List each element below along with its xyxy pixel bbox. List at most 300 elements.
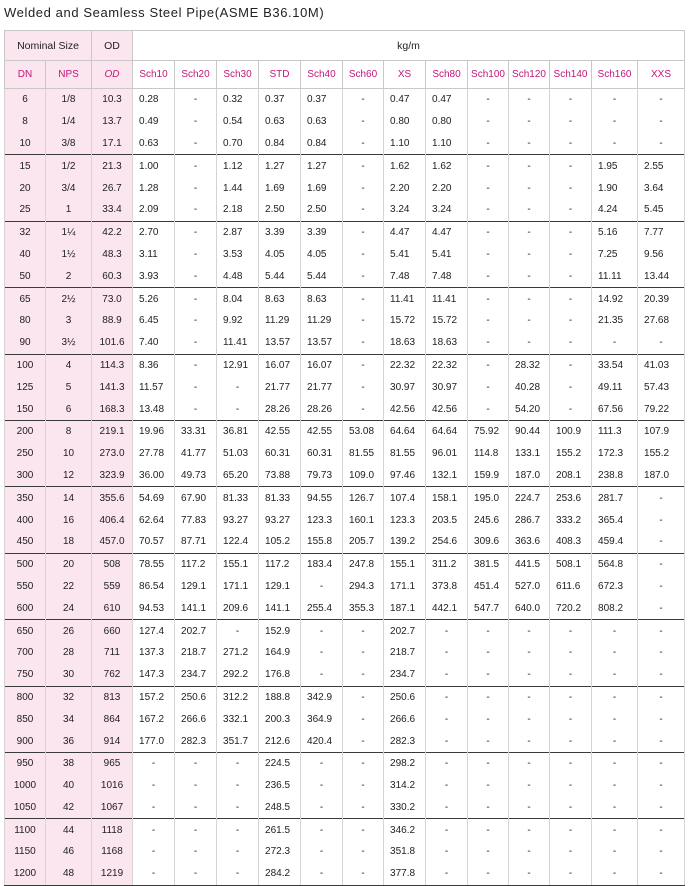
table-cell: 32	[5, 221, 46, 243]
table-cell: 298.2	[384, 752, 426, 774]
table-cell: -	[468, 376, 509, 398]
table-row	[5, 620, 685, 642]
table-cell: -	[638, 642, 685, 664]
table-cell: 40	[46, 775, 92, 797]
table-cell: 0.47	[384, 89, 426, 111]
table-cell: 2.20	[384, 177, 426, 199]
table-cell: 30	[46, 664, 92, 686]
table-cell: 224.5	[259, 752, 301, 774]
table-cell: -	[426, 797, 468, 819]
table-row	[5, 133, 685, 155]
table-cell: 4.47	[384, 221, 426, 243]
table-cell: -	[638, 775, 685, 797]
table-cell: -	[550, 244, 592, 266]
table-cell: -	[217, 376, 259, 398]
table-cell: -	[509, 841, 550, 863]
table-cell: 26.7	[92, 177, 133, 199]
table-cell: -	[509, 863, 550, 885]
table-cell: 6	[46, 398, 92, 420]
table-cell: 1050	[5, 797, 46, 819]
table-cell: -	[175, 133, 217, 155]
table-cell: 57.43	[638, 376, 685, 398]
table-cell: -	[133, 775, 175, 797]
table-cell: 450	[5, 531, 46, 553]
table-cell: 158.1	[426, 487, 468, 509]
table-cell: -	[175, 819, 217, 841]
table-cell: 187.1	[384, 597, 426, 619]
table-cell: 177.0	[133, 730, 175, 752]
table-cell: 1067	[92, 797, 133, 819]
column-header: XXS	[638, 61, 685, 89]
table-cell: 49.11	[592, 376, 638, 398]
table-cell: 4.24	[592, 199, 638, 221]
column-header: Sch120	[509, 61, 550, 89]
table-cell: 2.50	[301, 199, 343, 221]
table-cell: 238.8	[592, 465, 638, 487]
table-cell: 3.24	[384, 199, 426, 221]
table-cell: -	[638, 487, 685, 509]
table-cell: 81.55	[384, 443, 426, 465]
table-cell: 8.63	[301, 288, 343, 310]
table-cell: 202.7	[384, 620, 426, 642]
table-cell: 850	[5, 708, 46, 730]
table-cell: 155.1	[384, 553, 426, 575]
table-cell: -	[592, 797, 638, 819]
table-cell: 1.62	[426, 155, 468, 177]
table-cell: 350	[5, 487, 46, 509]
table-cell: -	[343, 642, 384, 664]
table-row	[5, 89, 685, 111]
table-cell: 141.1	[259, 597, 301, 619]
column-header: STD	[259, 61, 301, 89]
table-cell: 171.1	[384, 576, 426, 598]
table-cell: -	[550, 133, 592, 155]
table-cell: 5.41	[384, 244, 426, 266]
table-cell: 420.4	[301, 730, 343, 752]
table-cell: 94.53	[133, 597, 175, 619]
table-cell: 18.63	[426, 332, 468, 354]
table-cell: 351.8	[384, 841, 426, 863]
table-cell: 1.28	[133, 177, 175, 199]
table-cell: 3½	[46, 332, 92, 354]
table-cell: -	[550, 354, 592, 376]
table-cell: 8.36	[133, 354, 175, 376]
table-cell: 2.70	[133, 221, 175, 243]
table-cell: 132.1	[426, 465, 468, 487]
table-cell: -	[509, 244, 550, 266]
table-cell: -	[175, 797, 217, 819]
table-cell: 5.45	[638, 199, 685, 221]
table-cell: -	[592, 642, 638, 664]
table-cell: 81.55	[343, 443, 384, 465]
table-cell: 8.04	[217, 288, 259, 310]
table-cell: 157.2	[133, 686, 175, 708]
table-cell: 282.3	[175, 730, 217, 752]
table-cell: 54.69	[133, 487, 175, 509]
table-cell: 16.07	[301, 354, 343, 376]
table-row	[5, 553, 685, 575]
table-cell: 1.27	[301, 155, 343, 177]
table-cell: 600	[5, 597, 46, 619]
table-cell: -	[343, 177, 384, 199]
table-cell: -	[343, 288, 384, 310]
table-cell: -	[638, 841, 685, 863]
header-row-columns	[5, 61, 685, 89]
table-cell: -	[550, 310, 592, 332]
table-cell: 22	[46, 576, 92, 598]
table-cell: -	[638, 133, 685, 155]
table-cell: -	[426, 863, 468, 885]
table-cell: 650	[5, 620, 46, 642]
table-body	[5, 89, 685, 886]
table-cell: 0.49	[133, 111, 175, 133]
table-cell: -	[592, 111, 638, 133]
table-cell: 24	[46, 597, 92, 619]
table-cell: -	[426, 686, 468, 708]
table-cell: 125	[5, 376, 46, 398]
table-cell: -	[468, 288, 509, 310]
table-cell: -	[638, 332, 685, 354]
table-cell: 195.0	[468, 487, 509, 509]
table-cell: 309.6	[468, 531, 509, 553]
table-cell: -	[550, 89, 592, 111]
table-row	[5, 420, 685, 442]
table-cell: -	[509, 89, 550, 111]
table-row	[5, 664, 685, 686]
table-cell: -	[638, 89, 685, 111]
table-cell: -	[343, 133, 384, 155]
table-cell: -	[175, 221, 217, 243]
table-cell: -	[343, 265, 384, 287]
table-cell: 711	[92, 642, 133, 664]
table-cell: 141.1	[175, 597, 217, 619]
table-cell: -	[301, 797, 343, 819]
table-cell: 48.3	[92, 244, 133, 266]
table-cell: 10	[5, 133, 46, 155]
table-cell: 93.27	[259, 509, 301, 531]
table-cell: 107.4	[384, 487, 426, 509]
table-cell: 60.31	[301, 443, 343, 465]
table-cell: 33.31	[175, 420, 217, 442]
table-cell: 123.3	[301, 509, 343, 531]
table-cell: -	[426, 841, 468, 863]
table-cell: -	[509, 708, 550, 730]
table-cell: 750	[5, 664, 46, 686]
table-cell: 28	[46, 642, 92, 664]
table-cell: -	[468, 89, 509, 111]
table-cell: 2	[46, 265, 92, 287]
table-cell: 1/8	[46, 89, 92, 111]
table-cell: -	[343, 664, 384, 686]
table-cell: 271.2	[217, 642, 259, 664]
table-row	[5, 398, 685, 420]
table-cell: 70.57	[133, 531, 175, 553]
table-cell: 172.3	[592, 443, 638, 465]
table-cell: -	[509, 265, 550, 287]
table-cell: 2.20	[426, 177, 468, 199]
table-cell: 11.41	[217, 332, 259, 354]
table-cell: 1.69	[301, 177, 343, 199]
table-cell: 15.72	[426, 310, 468, 332]
table-cell: 1.90	[592, 177, 638, 199]
table-cell: 176.8	[259, 664, 301, 686]
table-cell: 11.29	[301, 310, 343, 332]
column-header: XS	[384, 61, 426, 89]
table-cell: -	[550, 265, 592, 287]
table-cell: -	[175, 288, 217, 310]
table-cell: -	[343, 841, 384, 863]
table-cell: -	[301, 841, 343, 863]
table-cell: 183.4	[301, 553, 343, 575]
table-cell: -	[550, 642, 592, 664]
table-cell: 40.28	[509, 376, 550, 398]
table-row	[5, 310, 685, 332]
table-cell: 13.7	[92, 111, 133, 133]
table-cell: 1219	[92, 863, 133, 885]
table-cell: -	[468, 708, 509, 730]
table-cell: 114.3	[92, 354, 133, 376]
table-cell: 208.1	[550, 465, 592, 487]
table-cell: -	[550, 730, 592, 752]
table-cell: 1016	[92, 775, 133, 797]
column-header: OD	[92, 61, 133, 89]
table-cell: 640.0	[509, 597, 550, 619]
table-cell: 4.05	[259, 244, 301, 266]
table-cell: -	[592, 332, 638, 354]
table-cell: 1.44	[217, 177, 259, 199]
table-cell: 282.3	[384, 730, 426, 752]
table-cell: 30.97	[384, 376, 426, 398]
nominal-size-header: Nominal Size	[5, 31, 92, 61]
table-cell: -	[509, 752, 550, 774]
table-cell: 564.8	[592, 553, 638, 575]
table-row	[5, 354, 685, 376]
table-cell: 7.48	[426, 265, 468, 287]
table-cell: -	[509, 730, 550, 752]
table-cell: 160.1	[343, 509, 384, 531]
table-cell: 64.64	[426, 420, 468, 442]
table-row	[5, 576, 685, 598]
table-cell: 550	[5, 576, 46, 598]
table-cell: 224.7	[509, 487, 550, 509]
table-row	[5, 111, 685, 133]
table-cell: -	[468, 620, 509, 642]
table-cell: 86.54	[133, 576, 175, 598]
table-cell: -	[550, 288, 592, 310]
table-cell: 20	[46, 553, 92, 575]
table-cell: 22.32	[426, 354, 468, 376]
table-cell: 155.8	[301, 531, 343, 553]
table-cell: -	[592, 863, 638, 885]
table-cell: 700	[5, 642, 46, 664]
table-cell: 36	[46, 730, 92, 752]
table-row	[5, 199, 685, 221]
table-cell: 155.2	[638, 443, 685, 465]
table-row	[5, 708, 685, 730]
table-row	[5, 797, 685, 819]
unit-header: kg/m	[133, 31, 685, 61]
table-cell: -	[343, 730, 384, 752]
table-cell: 247.8	[343, 553, 384, 575]
table-cell: 610	[92, 597, 133, 619]
table-cell: 266.6	[175, 708, 217, 730]
table-cell: 800	[5, 686, 46, 708]
table-cell: -	[175, 752, 217, 774]
table-cell: 1200	[5, 863, 46, 885]
table-cell: 13.57	[301, 332, 343, 354]
table-cell: 3.24	[426, 199, 468, 221]
table-cell: -	[468, 752, 509, 774]
table-cell: 33.54	[592, 354, 638, 376]
table-cell: 46	[46, 841, 92, 863]
table-row	[5, 819, 685, 841]
table-cell: 147.3	[133, 664, 175, 686]
table-cell: 107.9	[638, 420, 685, 442]
table-cell: 508.1	[550, 553, 592, 575]
table-cell: 762	[92, 664, 133, 686]
table-cell: 42.56	[384, 398, 426, 420]
table-cell: 1150	[5, 841, 46, 863]
table-cell: -	[217, 797, 259, 819]
table-cell: -	[592, 708, 638, 730]
table-cell: -	[592, 620, 638, 642]
table-cell: -	[592, 819, 638, 841]
table-cell: 122.4	[217, 531, 259, 553]
table-cell: 42.55	[259, 420, 301, 442]
table-cell: 11.29	[259, 310, 301, 332]
table-cell: -	[175, 863, 217, 885]
table-cell: 1.69	[259, 177, 301, 199]
table-cell: -	[175, 265, 217, 287]
table-cell: 0.37	[301, 89, 343, 111]
table-cell: -	[638, 797, 685, 819]
table-cell: 346.2	[384, 819, 426, 841]
table-cell: -	[509, 664, 550, 686]
table-cell: 7.25	[592, 244, 638, 266]
table-cell: 1168	[92, 841, 133, 863]
table-row	[5, 597, 685, 619]
table-cell: -	[592, 730, 638, 752]
table-cell: 127.4	[133, 620, 175, 642]
table-cell: -	[550, 199, 592, 221]
table-cell: 1¼	[46, 221, 92, 243]
table-cell: 0.28	[133, 89, 175, 111]
table-cell: -	[468, 332, 509, 354]
table-cell: -	[468, 111, 509, 133]
table-cell: 218.7	[384, 642, 426, 664]
table-cell: -	[175, 332, 217, 354]
table-cell: -	[343, 620, 384, 642]
column-header: DN	[5, 61, 46, 89]
table-cell: 7.40	[133, 332, 175, 354]
table-cell: 21.35	[592, 310, 638, 332]
table-cell: 159.9	[468, 465, 509, 487]
table-cell: 81.33	[217, 487, 259, 509]
table-cell: -	[468, 819, 509, 841]
table-cell: 6	[5, 89, 46, 111]
table-cell: -	[175, 244, 217, 266]
table-cell: -	[468, 841, 509, 863]
table-cell: -	[550, 332, 592, 354]
table-cell: -	[217, 398, 259, 420]
column-header: Sch10	[133, 61, 175, 89]
table-cell: 54.20	[509, 398, 550, 420]
table-cell: 311.2	[426, 553, 468, 575]
table-cell: -	[550, 686, 592, 708]
table-cell: -	[509, 620, 550, 642]
table-cell: 355.6	[92, 487, 133, 509]
table-cell: -	[217, 752, 259, 774]
table-cell: 672.3	[592, 576, 638, 598]
table-cell: -	[217, 863, 259, 885]
table-cell: 245.6	[468, 509, 509, 531]
table-cell: 188.8	[259, 686, 301, 708]
table-cell: 314.2	[384, 775, 426, 797]
table-cell: -	[550, 752, 592, 774]
table-cell: 1/4	[46, 111, 92, 133]
table-cell: -	[343, 244, 384, 266]
table-cell: 459.4	[592, 531, 638, 553]
table-cell: -	[550, 819, 592, 841]
table-cell: 547.7	[468, 597, 509, 619]
table-cell: 9.92	[217, 310, 259, 332]
column-header: Sch140	[550, 61, 592, 89]
table-row	[5, 443, 685, 465]
table-cell: -	[638, 708, 685, 730]
table-cell: -	[468, 398, 509, 420]
table-cell: 381.5	[468, 553, 509, 575]
table-cell: 8	[5, 111, 46, 133]
column-header: Sch40	[301, 61, 343, 89]
table-cell: -	[550, 797, 592, 819]
table-cell: 111.3	[592, 420, 638, 442]
table-cell: -	[550, 177, 592, 199]
table-cell: 34	[46, 708, 92, 730]
table-row	[5, 487, 685, 509]
table-cell: 18	[46, 531, 92, 553]
table-cell: 87.71	[175, 531, 217, 553]
table-cell: 41.03	[638, 354, 685, 376]
table-cell: 28.32	[509, 354, 550, 376]
table-row	[5, 244, 685, 266]
table-cell: -	[468, 863, 509, 885]
table-cell: 200	[5, 420, 46, 442]
header-row-top	[5, 31, 685, 61]
table-cell: -	[301, 620, 343, 642]
table-cell: 0.80	[384, 111, 426, 133]
table-cell: 500	[5, 553, 46, 575]
table-cell: -	[509, 332, 550, 354]
table-cell: 14	[46, 487, 92, 509]
table-cell: 100.9	[550, 420, 592, 442]
table-cell: 0.63	[259, 111, 301, 133]
table-cell: 65	[5, 288, 46, 310]
table-cell: 42	[46, 797, 92, 819]
table-cell: 0.37	[259, 89, 301, 111]
table-cell: 332.1	[217, 708, 259, 730]
table-cell: 1.95	[592, 155, 638, 177]
table-cell: -	[550, 708, 592, 730]
table-cell: 109.0	[343, 465, 384, 487]
table-cell: 40	[5, 244, 46, 266]
table-cell: 5.16	[592, 221, 638, 243]
table-cell: 200.3	[259, 708, 301, 730]
table-cell: -	[592, 89, 638, 111]
table-row	[5, 642, 685, 664]
table-cell: 13.48	[133, 398, 175, 420]
table-cell: 286.7	[509, 509, 550, 531]
table-cell: -	[175, 111, 217, 133]
